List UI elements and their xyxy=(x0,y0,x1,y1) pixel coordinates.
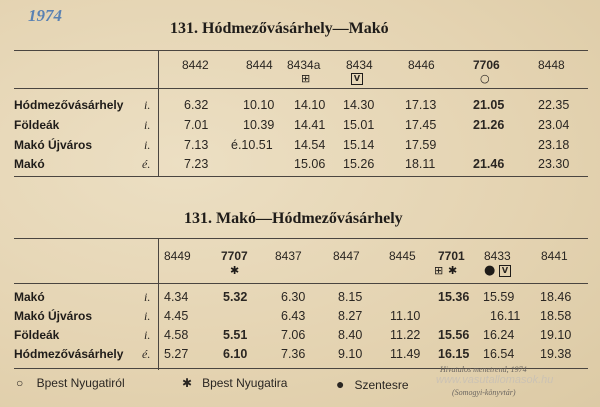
table1-ia-2: i. xyxy=(144,138,151,152)
time-cell: 16.54 xyxy=(483,347,515,361)
time-cell: 14.30 xyxy=(343,98,375,112)
time-cell: 22.35 xyxy=(538,98,570,112)
time-cell: 23.04 xyxy=(538,118,570,132)
legend-item-from-bpest xyxy=(16,376,125,390)
table2-ia-0: i. xyxy=(144,290,151,304)
time-cell: 15.01 xyxy=(343,118,375,132)
time-cell: 7.36 xyxy=(281,347,306,361)
time-cell: 6.43 xyxy=(281,309,306,323)
table1-train-8448: 8448 xyxy=(538,58,565,72)
table1-train-8434a: 8434a xyxy=(287,58,321,72)
time-cell: 17.45 xyxy=(405,118,437,132)
time-cell: é.10.51 xyxy=(231,138,273,152)
time-cell: 7.13 xyxy=(184,138,209,152)
source-line2: (Somogyi-könyvtár) xyxy=(452,388,516,397)
table1-station-foldeak: Földeák xyxy=(14,118,60,132)
time-cell: 5.51 xyxy=(223,328,248,342)
asterisk-icon: ✱ xyxy=(230,264,240,277)
time-cell: 9.10 xyxy=(338,347,363,361)
time-cell: 14.54 xyxy=(294,138,326,152)
table2-station-hodmezovasarhely: Hódmezővásárhely xyxy=(14,347,124,361)
table2-header-rule xyxy=(14,283,588,284)
table2-ia-2: i. xyxy=(144,328,151,342)
table1-train-8444: 8444 xyxy=(246,58,273,72)
legend-text: Szentesre xyxy=(354,378,409,392)
legend-item-to-szentes xyxy=(336,376,409,392)
table2-train-8449: 8449 xyxy=(164,249,191,263)
time-cell: 5.27 xyxy=(164,347,189,361)
table2-col-divider xyxy=(158,238,159,370)
time-cell: 8.27 xyxy=(338,309,363,323)
table2-station-mako: Makó xyxy=(14,290,45,304)
v-box-icon: V xyxy=(351,73,363,85)
table1-train-8442: 8442 xyxy=(182,58,209,72)
time-cell: 17.59 xyxy=(405,138,437,152)
table2-ia-1: i. xyxy=(144,309,151,323)
time-cell: 18.58 xyxy=(540,309,572,323)
table2-train-8437: 8437 xyxy=(275,249,302,263)
time-cell: 4.58 xyxy=(164,328,189,342)
time-cell: 10.10 xyxy=(243,98,275,112)
legend-text: Bpest Nyugatiról xyxy=(36,376,125,390)
time-cell: 11.49 xyxy=(390,347,421,361)
table1-train-8446: 8446 xyxy=(408,58,435,72)
time-cell: 15.14 xyxy=(343,138,375,152)
time-cell: 19.38 xyxy=(540,347,572,361)
table1-train-8434: 8434 xyxy=(346,58,373,72)
restaurant-car-icon: ⊞ xyxy=(434,264,444,277)
time-cell: 4.34 xyxy=(164,290,189,304)
table2-train-8441: 8441 xyxy=(541,249,568,263)
table2-station-mako-ujvaros: Makó Újváros xyxy=(14,309,93,323)
time-cell: 15.56 xyxy=(438,328,470,342)
filled-circle-icon: ● xyxy=(484,263,496,278)
legend-text: Bpest Nyugatira xyxy=(202,376,288,390)
table1-train-7706: 7706 xyxy=(473,58,500,72)
table2-train-7707: 7707 xyxy=(221,249,248,263)
time-cell: 15.36 xyxy=(438,290,470,304)
table1-ia-3: é. xyxy=(142,157,151,171)
time-cell: 23.18 xyxy=(538,138,570,152)
table2-train-7701: 7701 xyxy=(438,249,465,263)
time-cell: 8.15 xyxy=(338,290,363,304)
table1-station-hodmezovasarhely: Hódmezővásárhely xyxy=(14,98,124,112)
time-cell: 15.26 xyxy=(343,157,375,171)
open-circle-icon: ○ xyxy=(16,376,24,390)
table2-train-8447: 8447 xyxy=(333,249,360,263)
table1-header-rule xyxy=(14,88,588,89)
time-cell: 4.45 xyxy=(164,309,189,323)
time-cell: 14.41 xyxy=(294,118,326,132)
time-cell: 7.01 xyxy=(184,118,209,132)
time-cell: 7.23 xyxy=(184,157,209,171)
time-cell: 19.10 xyxy=(540,328,572,342)
time-cell: 6.10 xyxy=(223,347,248,361)
table2-station-foldeak: Földeák xyxy=(14,328,60,342)
source-line1: Hivatalos menetrend, 1974 xyxy=(440,365,527,374)
time-cell: 15.06 xyxy=(294,157,326,171)
time-cell: 21.05 xyxy=(473,98,505,112)
time-cell: 16.11 xyxy=(490,309,521,323)
time-cell: 18.11 xyxy=(405,157,436,171)
time-cell: 8.40 xyxy=(338,328,363,342)
time-cell: 10.39 xyxy=(243,118,275,132)
watermark: www.vasutallomasok.hu xyxy=(436,374,554,386)
time-cell: 16.15 xyxy=(438,347,470,361)
asterisk-icon: ✱ xyxy=(448,264,458,277)
table1-bottom-rule xyxy=(14,176,588,177)
time-cell: 21.46 xyxy=(473,157,505,171)
table2-title: 131. Makó—Hódmezővásárhely xyxy=(184,210,403,227)
asterisk-icon: ✱ xyxy=(182,376,193,390)
table2-ia-3: é. xyxy=(142,347,151,361)
time-cell: 21.26 xyxy=(473,118,505,132)
time-cell: 11.22 xyxy=(390,328,421,342)
table1-station-mako-ujvaros: Makó Újváros xyxy=(14,138,93,152)
time-cell: 7.06 xyxy=(281,328,306,342)
table1-top-rule xyxy=(14,50,588,51)
open-circle-icon: ○ xyxy=(480,72,490,85)
time-cell: 18.46 xyxy=(540,290,572,304)
table2-train-8433: 8433 xyxy=(484,249,511,263)
table1-station-mako: Makó xyxy=(14,157,45,171)
time-cell: 16.24 xyxy=(483,328,515,342)
time-cell: 14.10 xyxy=(294,98,326,112)
table2-top-rule xyxy=(14,238,588,239)
time-cell: 15.59 xyxy=(483,290,515,304)
filled-circle-icon: ● xyxy=(336,376,345,392)
table1-title: 131. Hódmezővásárhely—Makó xyxy=(170,20,389,37)
time-cell: 23.30 xyxy=(538,157,570,171)
legend-item-to-bpest xyxy=(182,376,287,390)
time-cell: 11.10 xyxy=(390,309,421,323)
table2-train-8445: 8445 xyxy=(389,249,416,263)
year-label: 1974 xyxy=(28,6,62,25)
table1-col-divider xyxy=(158,50,159,176)
time-cell: 6.30 xyxy=(281,290,306,304)
time-cell: 5.32 xyxy=(223,290,248,304)
time-cell: 6.32 xyxy=(184,98,209,112)
table1-ia-1: i. xyxy=(144,118,151,132)
time-cell: 17.13 xyxy=(405,98,437,112)
restaurant-car-icon: ⊞ xyxy=(301,72,311,85)
v-box-icon: V xyxy=(499,265,511,277)
table1-ia-0: i. xyxy=(144,98,151,112)
